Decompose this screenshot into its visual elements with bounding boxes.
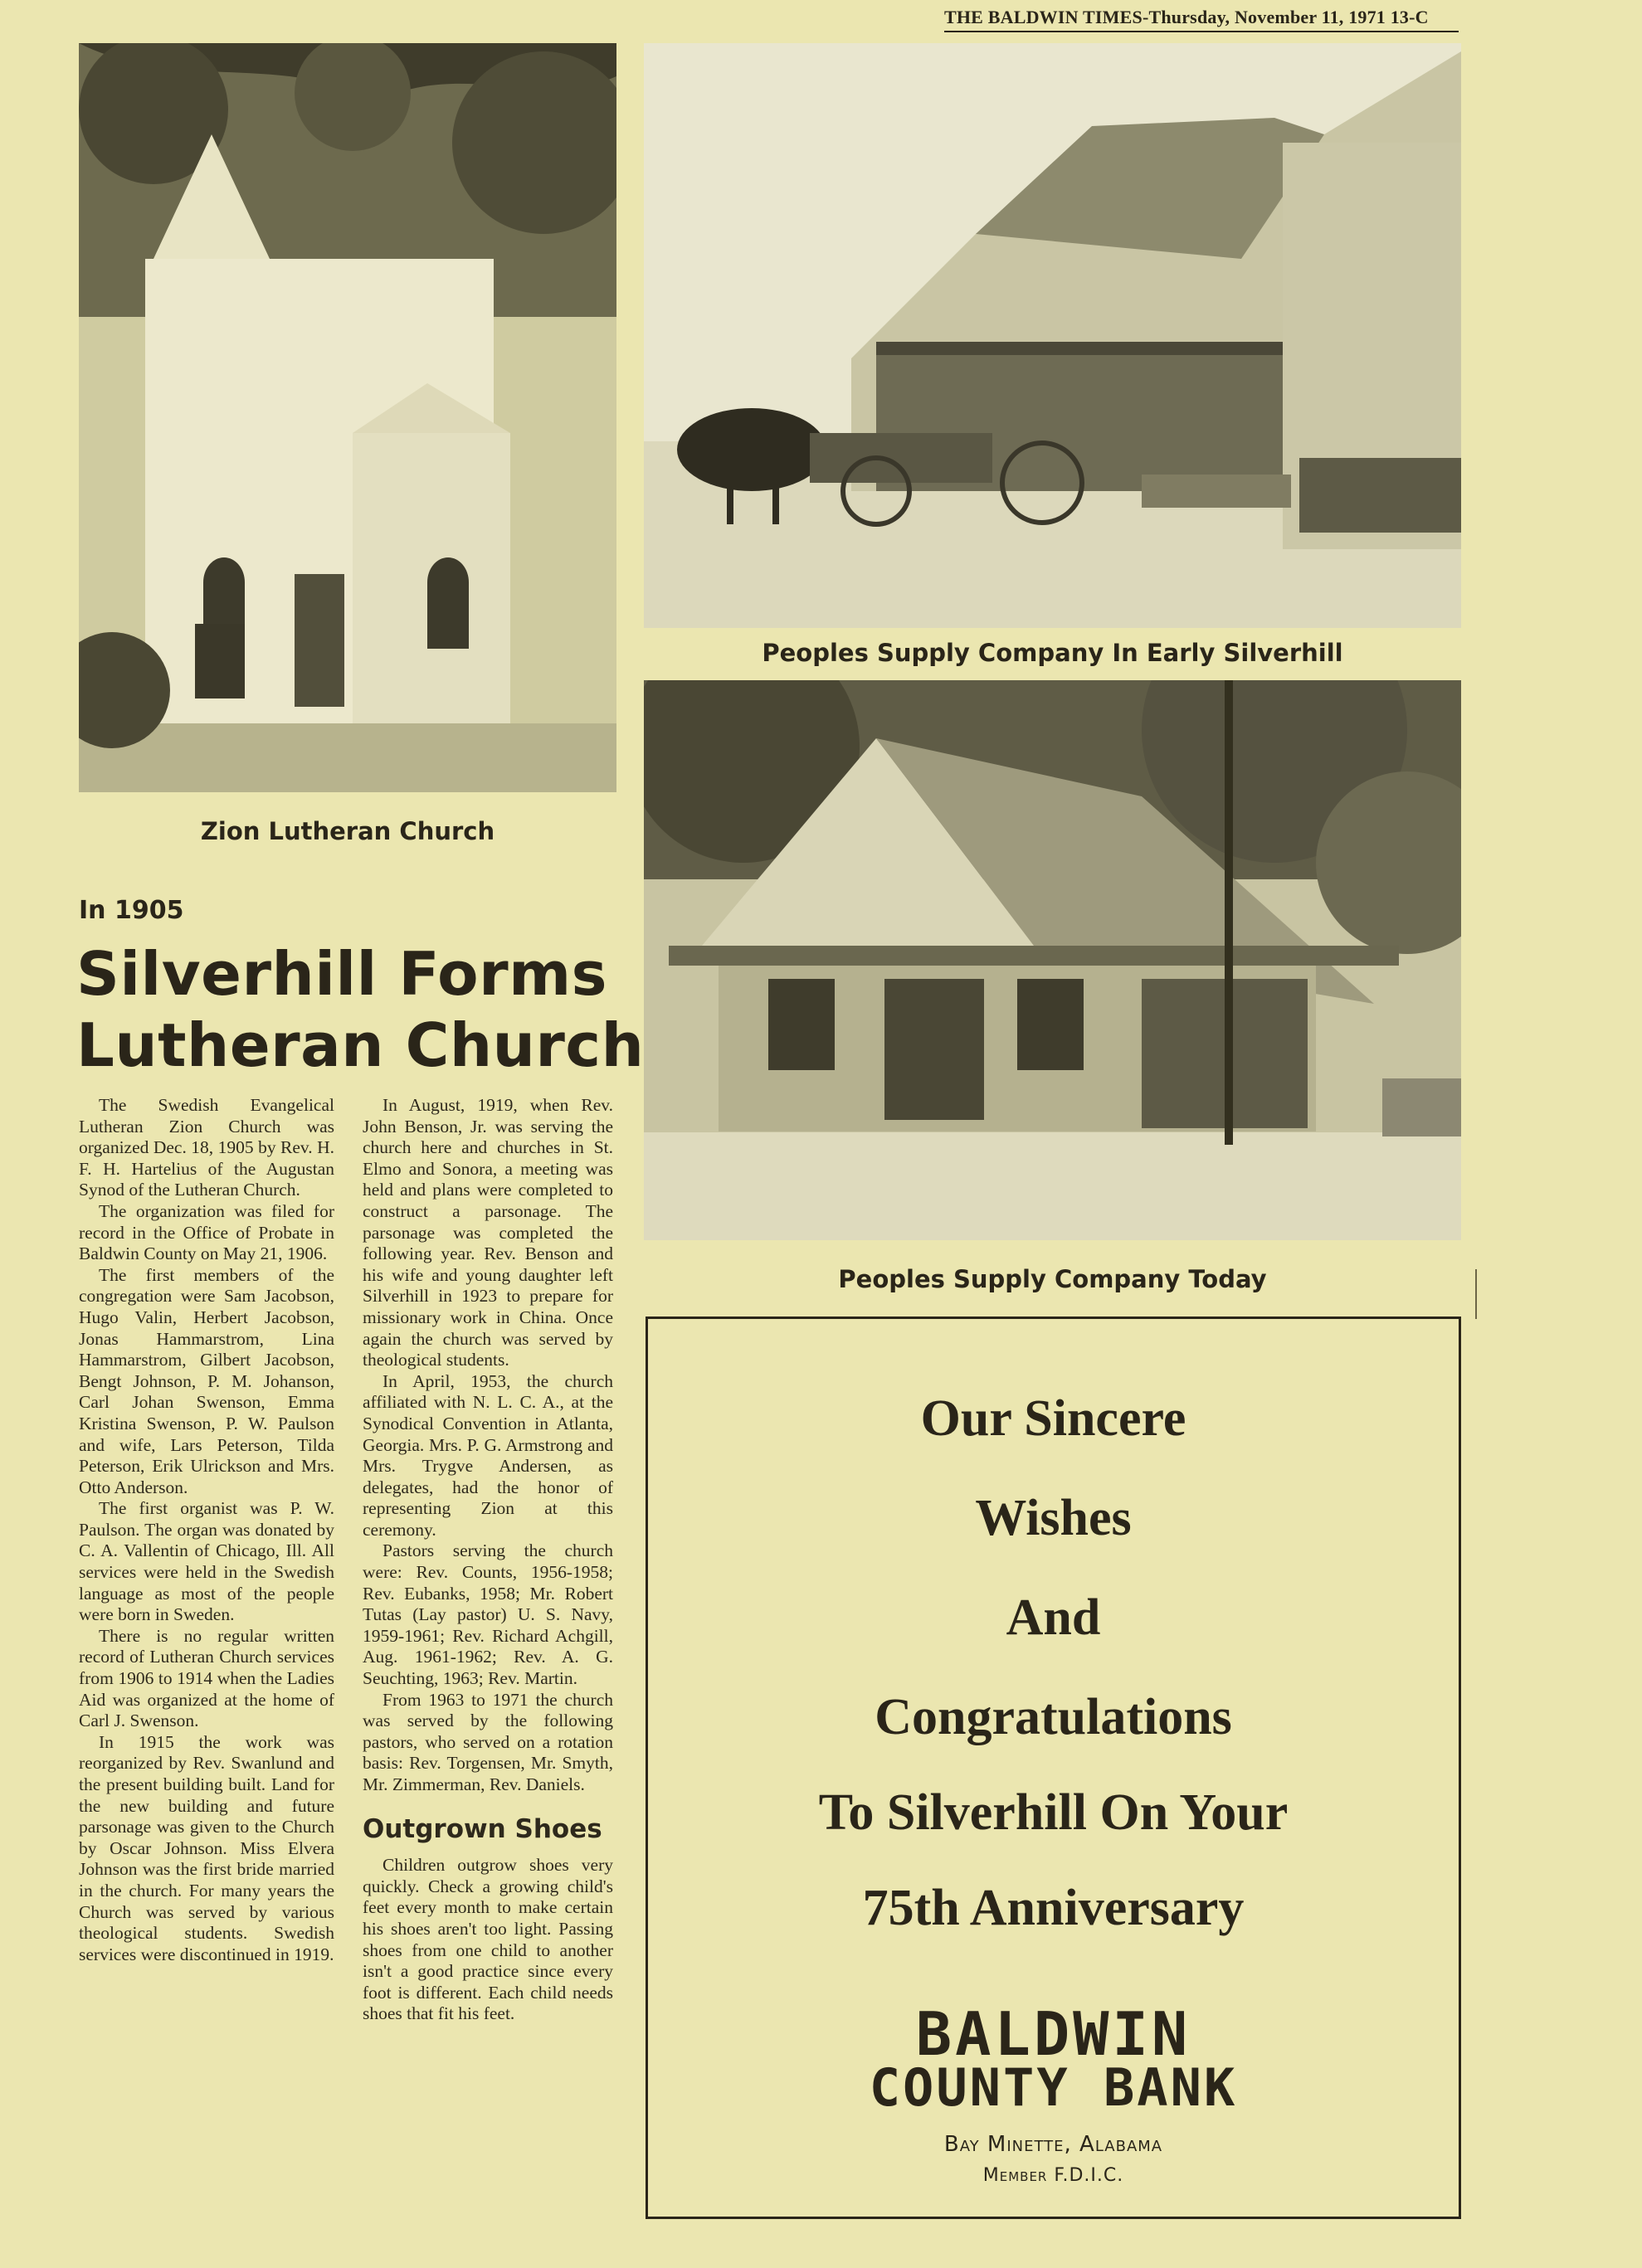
article-kicker: In 1905 xyxy=(79,896,184,925)
early-store-caption: Peoples Supply Company In Early Silverhill xyxy=(762,639,1343,667)
article-paragraph: Pastors serving the church were: Rev. Counts, 1956-1958; Rev. Eubanks, 1958; Mr. Robert Tutas (Lay pastor) U. S. Navy, 1959-1961; Rev. Richard Achgill, Aug. 1961-1962; Rev. A. G. Seuchting, 1963; Rev. Martin. xyxy=(363,1540,613,1689)
article-column-1 xyxy=(79,1095,334,1965)
bank-name-line1: BALDWIN xyxy=(915,1999,1191,2069)
ad-line: To Silverhill On Your xyxy=(818,1784,1289,1841)
store-today-photo xyxy=(644,680,1461,1240)
article-paragraph: In April, 1953, the church affiliated with N. L. C. A., at the Synodical Convention in Atlanta, Georgia. Mrs. P. G. Armstrong and Mrs. Trygve Andersen, as delegates, had the honor of representing Zion at this ceremony. xyxy=(363,1370,613,1540)
sidebar-title: Outgrown Shoes xyxy=(363,1813,602,1844)
church-photo xyxy=(79,43,616,792)
ad-line: 75th Anniversary xyxy=(862,1880,1245,1936)
article-paragraph: The first members of the congregation were Sam Jacobson, Hugo Valin, Herbert Jacobson, Jonas Hammarstrom, Lina Hammarstrom, Gilbert Jacobson, Bengt Johnson, P. M. Johanson, Carl Johan Swenson, Emma Kristina Swenson, P. W. Paulson and wife, Lars Peterson, Tilda Peterson, Erik Ulrickson and Mrs. Otto Anderson. xyxy=(79,1264,334,1497)
bank-member: Member F.D.I.C. xyxy=(982,2165,1124,2186)
article-paragraph: The first organist was P. W. Paulson. The organ was donated by C. A. Vallentin of Chicago, Ill. All services were held in the Swedish language as most of the people were born in Sweden. xyxy=(79,1498,334,1625)
ad-line: Congratulations xyxy=(875,1689,1232,1745)
article-column-2 xyxy=(363,1095,613,2025)
article-paragraph: From 1963 to 1971 the church was served by the following pastors, who served on a rotation basis: Rev. Torgensen, Mr. Smyth, Mr. Zimmerman, Rev. Daniels. xyxy=(363,1689,613,1794)
early-store-photo xyxy=(644,43,1461,628)
article-headline-line1: Silverhill Forms xyxy=(76,939,607,1009)
article-headline-line2: Lutheran Church xyxy=(76,1010,645,1080)
article-paragraph: In August, 1919, when Rev. John Benson, Jr. was serving the church here and churches in St. Elmo and Sonora, a meeting was held and plans were completed to construct a parsonage. The parsonage was completed the following year. Rev. Benson and his wife and young daughter left Silverhill in 1923 to prepare for missionary work in China. Once again the church was served by theological students. xyxy=(363,1095,613,1370)
bank-location: Bay Minette, Alabama xyxy=(943,2132,1163,2157)
article-paragraph: There is no regular written record of Lutheran Church services from 1906 to 1914 when the Ladies Aid was organized at the home of Carl J. Swenson. xyxy=(79,1625,334,1731)
ad-line: And xyxy=(1006,1589,1101,1646)
article-paragraph: The Swedish Evangelical Lutheran Zion Church was organized Dec. 18, 1905 by Rev. H. F. H. Hartelius of the Augustan Synod of the Lutheran Church. xyxy=(79,1095,334,1200)
bank-name-line2: COUNTY BANK xyxy=(869,2057,1238,2118)
article-paragraph: The organization was filed for record in the Office of Probate in Baldwin County on May 21, 1906. xyxy=(79,1200,334,1264)
store-today-caption: Peoples Supply Company Today xyxy=(838,1265,1267,1293)
column-rule xyxy=(1475,1269,1477,1319)
bank-advertisement xyxy=(646,1317,1461,2219)
church-caption: Zion Lutheran Church xyxy=(200,817,495,845)
sidebar-body: Children outgrow shoes very quickly. Check a growing child's feet every month to make certain his shoes aren't too light. Passing shoes from one child to another isn't a good practice since every foot is different. Each child needs shoes that fit his feet. xyxy=(363,1855,613,2024)
article-paragraph: In 1915 the work was reorganized by Rev. Swanlund and the present building built. Land for the new building and future parsonage was given to the Church by Oscar Johnson. Miss Elvera Johnson was the first bride married in the church. For many years the Church was served by various theological students. Swedish services were discontinued in 1919. xyxy=(79,1731,334,1964)
ad-line: Our Sincere xyxy=(920,1390,1186,1447)
page-folio: THE BALDWIN TIMES-Thursday, November 11, 1971 13-C xyxy=(944,7,1459,32)
ad-line: Wishes xyxy=(975,1490,1132,1546)
